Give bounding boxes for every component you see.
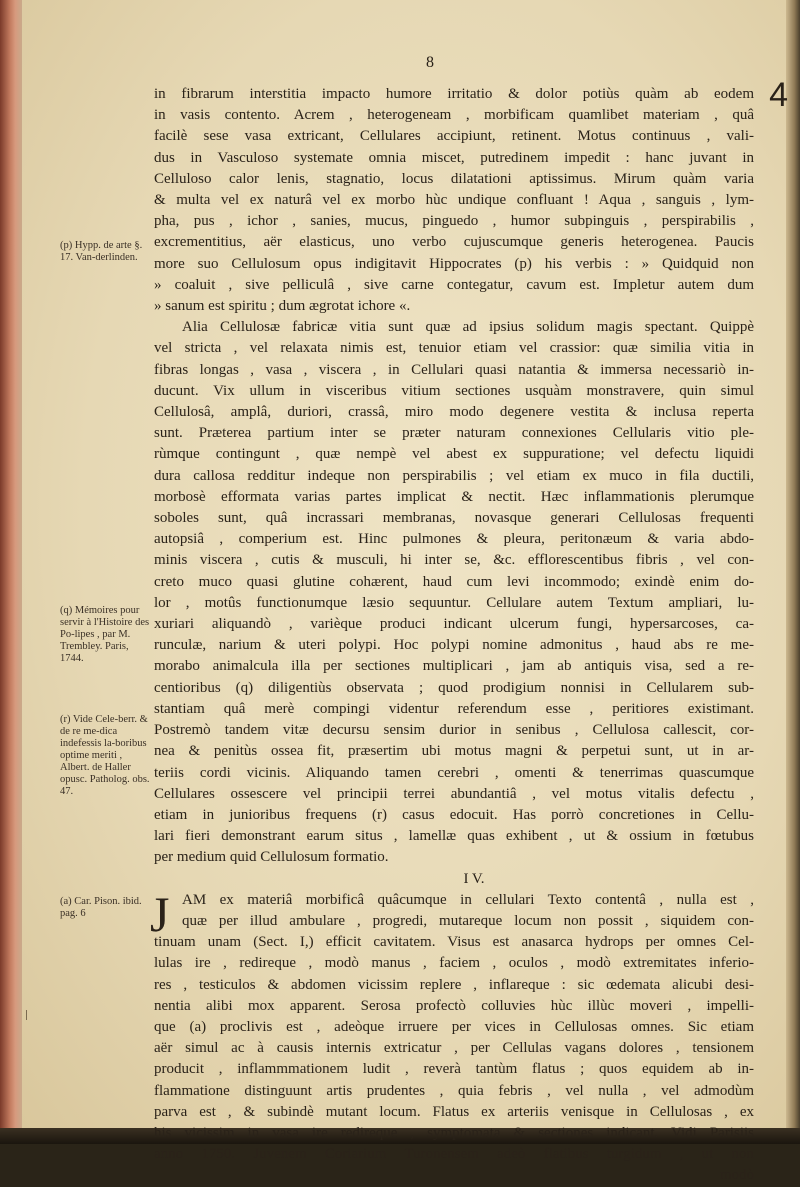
text-line: Alia Cellulosæ fabricæ vitia sunt quæ ad ipsius solidum magis spectant. Quippè [182, 319, 754, 336]
drop-cap: J [150, 885, 170, 942]
text-line: dus in Vasculoso systemate omnia miscet, putredinem impedit : hanc juvant in [154, 149, 754, 166]
text-line: anno 1750. Juvenem Coriarium Turonensem adeò flatibus turgidum , ut non [154, 1146, 754, 1163]
text-line: his vicissim in vasa ire redireque , symptomata & sectiones indicant. Vidi Parisiis [154, 1124, 754, 1141]
margin-note-p: (p) Hypp. de arte §. 17. Van-derlinden. [60, 240, 143, 263]
catchword: modò [719, 1167, 754, 1184]
text-line: fibras longas , vasa , viscera , in Cellulari quasi natantia & immersa necessariò in- [154, 361, 754, 378]
text-line: que (a) proclivis est , adeòque irruere per vices in Cellulosas omnes. Sic etiam [154, 1018, 754, 1035]
text-line: in fibrarum interstitia impacto humore irritatio & dolor potiùs quàm ab eodem [154, 86, 754, 102]
text-line: AM ex materiâ morbificâ quâcumque in cellulari Texto contentâ , nulla est , [182, 891, 754, 908]
text-line: teriis cordi vicinis. Aliquando tamen cerebri , omenti & tenerrimas quascumque [154, 764, 754, 781]
page-number: 8 [426, 54, 434, 71]
text-line: flammatione distinguunt artis prudentes , quia febris , vel nulla , vel admodùm [154, 1082, 754, 1099]
text-line: Celluloso calor lenis, stagnatio, locus dilatationi aptissimus. Mirum quàm varia [154, 170, 754, 187]
text-line: ducunt. Vix ullum in visceribus vitium sectiones usquàm monstravere, quin simul [154, 382, 754, 399]
margin-mark [26, 1010, 27, 1020]
text-line: rùmque contingunt , quæ nempè vel abest ex suppuratione; vel defectu liquidi [154, 446, 754, 463]
handwritten-corner-mark: 4 [769, 76, 788, 114]
text-line: nea & penitùs ossea fit, præsertim ubi motus magni & perpetui sunt, ut in ar- [154, 743, 754, 760]
text-line: etiam in junioribus frequens (r) casus edocuit. Has porrò concretiones in Cellu- [154, 806, 754, 823]
text-line: in vasis contento. Acrem , heterogeneam , morbificam quamlibet materiam , quâ [154, 107, 754, 124]
text-line: res , testiculos & abdomen vicissim replere , inflareque : sic œdemata alicubi desi- [154, 976, 754, 993]
text-line: » sanum est spiritu ; dum ægrotat ichore «. [154, 298, 411, 315]
book-right-edge [786, 0, 800, 1144]
text-line: facilè sese vasa extricant, Cellulares accipiunt, retinent. Motus continuus , vali- [154, 128, 754, 145]
text-line: excrementitius, aër elasticus, uno verbo cujuscumque generis heterogenea. Paucis [154, 234, 754, 251]
text-line: morabo animalcula illa per sectiones multiplicari , jam ab antiquis visa, sed a re- [154, 658, 754, 675]
text-line: runculæ, narium & uteri polypi. Hoc polypi nomine admonitus , haud abs re me- [154, 637, 754, 654]
text-line: morbosè efformata varias partes implicat & nectit. Hæc inflammationis plerumque [154, 488, 754, 505]
body-text [150, 84, 754, 1187]
text-line: stantiam quâ merè compingi videntur referendum esse , peritiores existimant. [154, 700, 754, 717]
text-line: producit , inflammmationem ludit , reverà tantùm flatus ; quos equidem ab in- [154, 1061, 754, 1078]
text-line: parva est , & subindè mutant locum. Flatus ex arteriis venisque in Cellulosas , ex [154, 1103, 754, 1120]
text-line: sunt. Præterea partium inter se præter naturam connexiones Cellularis vitio ple- [154, 425, 754, 442]
paragraph-1 [154, 84, 754, 317]
drop-cap-block [150, 885, 754, 942]
text-line: more suo Cellulosum opus indigitavit Hippocrates (p) his verbis : » Quidquid non [154, 255, 754, 272]
text-line: pha, pus , ichor , sanies, mucus, pinguedo , humor subpinguis , perspirabilis , [154, 213, 754, 230]
book-left-edge [0, 0, 22, 1144]
text-line: xuriari aliquandò , varièque produci indicant ulcerum fungi, hypersarcoses, ca- [154, 616, 754, 633]
text-line: centioribus (q) diligentiùs observata ; quod prodigium nonnisi in Cellularem sub- [154, 679, 754, 696]
text-line: » coaluit , sive pelliculâ , sive carne contegatur, cavum est. Impletur autem dum [154, 276, 754, 293]
text-line: autopsiâ , comperium est. Hinc pulmones & pleura, peritonæum & varia abdo- [154, 531, 754, 548]
text-line: aër simul ac à causis internis extricatur , per Cellulas vagans dolores , tensionem [154, 1040, 754, 1057]
text-line: nentia alibi mox apparent. Serosa profectò colluvies hùc illùc moveri , impelli- [154, 997, 754, 1014]
text-line: lulas ire , redireque , modò manus , faciem , oculos , modò extremitates inferio- [154, 955, 754, 972]
section-heading: I V. [463, 870, 485, 887]
text-line: lor , motûs functionumque læsio sequuntur. Cellulare autem Textum ampliari, lu- [154, 594, 754, 611]
text-line: minis viscera , cutis & musculi, hi inter se, &c. efflorescentibus fibris , vel con- [154, 552, 754, 569]
text-line: Postremò tandem vitæ decursu sensim durior in senibus , Cellulosa callescit, cor- [154, 722, 754, 739]
text-line: & multa vel ex naturâ vel ex morbo hùc undique confluant ! Aqua , sanguis , lym- [154, 192, 754, 209]
text-line: tinuam unam (Sect. I,) efficit cavitatem. Visus est anasarca hydrops per omnes Cel- [154, 934, 754, 951]
margin-note-q: (q) Mémoires pour servir à l'Histoire des Po-lipes , par M. Trembley. Paris, 1744. [60, 605, 150, 664]
text-line: Cellulares ossescere vel principii terrei abundantiâ , vel motus vitalis defectu , [154, 785, 754, 802]
margin-note-r: (r) Vide Cele-berr. & de re me-dica indefessis la-boribus optime meriti , Albert. de Haller opusc. Patholog. obs. 47. [60, 714, 150, 797]
paragraph-3 [150, 885, 754, 1187]
text-line: soboles sunt, quâ incrassari membranas, novasque generari Cellulosas frequenti [154, 510, 754, 527]
margin-note-a: (a) Car. Pison. ibid. pag. 6 [60, 896, 142, 919]
paragraph-2 [154, 317, 754, 868]
book-page [22, 0, 788, 1184]
text-line: quæ per illud ambulare , progredi, mutareque locum non possit , siquidem con- [182, 912, 754, 929]
text-line: lari fieri demonstrant earum situs , lamellæ quas exhibent , ut & ossium in fœtubus [154, 828, 754, 845]
text-line: dura callosa redditur indeque non perspirabilis ; vel etiam ex muco in fila ductili, [154, 467, 754, 484]
text-line: creto muco quasi glutine cohærent, haud cum levi incommodo; exindè enim do- [154, 573, 754, 590]
text-line: Cellulosâ, amplâ, duriori, crassâ, miro modo degenere vestita & inclusa reperta [154, 404, 754, 421]
text-line: per medium quid Cellulosum formatio. [154, 849, 389, 866]
text-line: vel stricta , vel relaxata nimis est, tenuior etiam vel crassior: quæ similia vitia in [154, 340, 754, 357]
